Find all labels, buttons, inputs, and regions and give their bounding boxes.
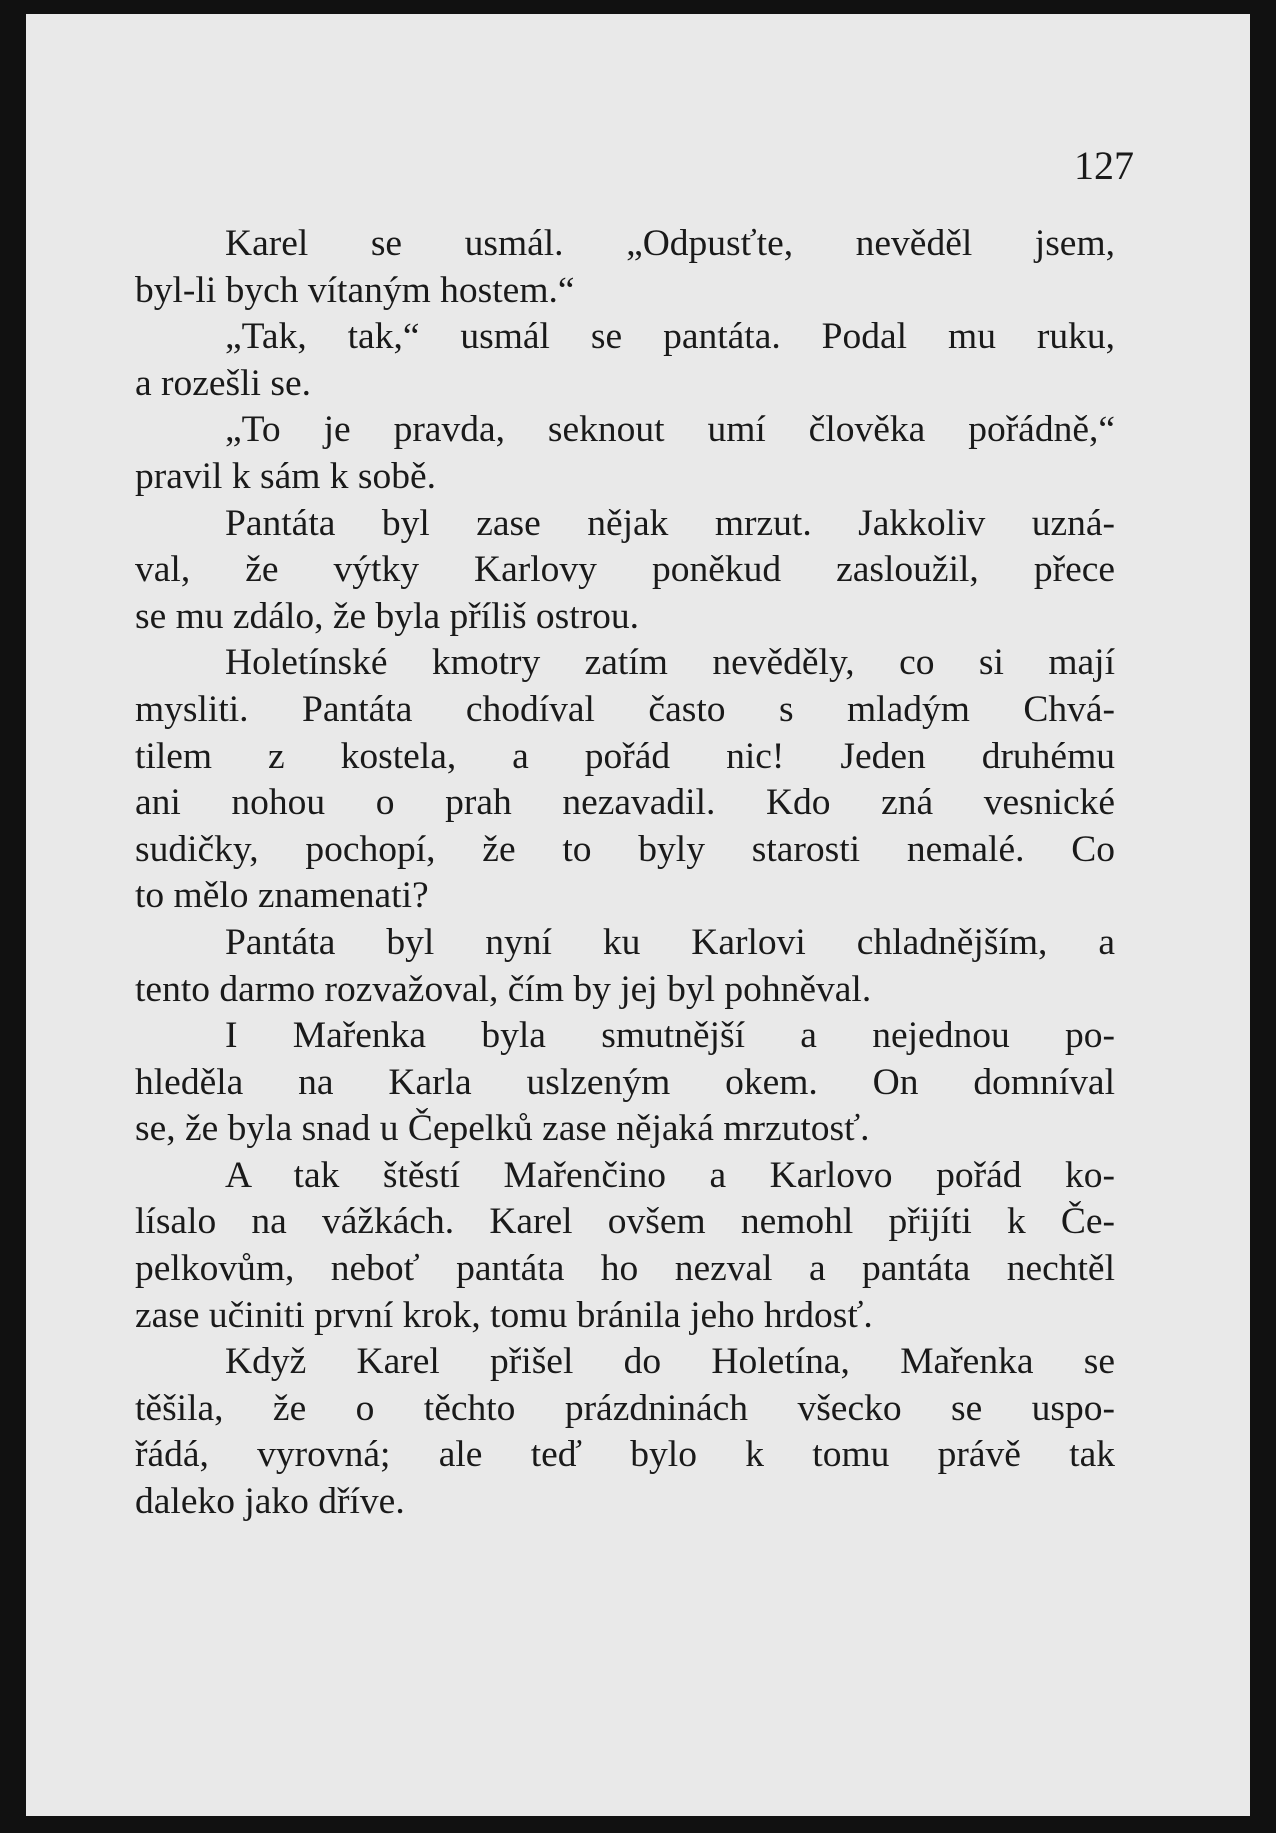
text-line: a rozešli se. — [135, 362, 311, 404]
text-line: byl-li bych vítaným hostem.“ — [135, 269, 575, 311]
page-number: 127 — [1074, 143, 1134, 188]
text-line: val, že výtky Karlovy poněkud zasloužil, přece — [135, 549, 1115, 591]
text-line: Pantáta byl nyní ku Karlovi chladnějším, a — [225, 921, 1115, 963]
text-line: I Mařenka byla smutnější a nejednou po- — [225, 1015, 1115, 1057]
text-line: pravil k sám k sobě. — [135, 455, 436, 497]
text-line: mysliti. Pantáta chodíval často s mladým Chvá- — [135, 688, 1115, 730]
text-line: A tak štěstí Mařenčino a Karlovo pořád ko- — [225, 1154, 1115, 1196]
text-line: tento darmo rozvažoval, čím by jej byl pohněval. — [135, 968, 872, 1010]
text-line: se mu zdálo, že byla příliš ostrou. — [135, 595, 640, 637]
text-line: ani nohou o prah nezavadil. Kdo zná vesnické — [135, 782, 1115, 824]
text-line: řádá, vyrovná; ale teď bylo k tomu právě tak — [135, 1434, 1115, 1476]
text-line: hleděla na Karla uslzeným okem. On domníval — [135, 1061, 1115, 1103]
text-line: to mělo znamenati? — [135, 875, 429, 917]
text-line: „To je pravda, seknout umí člověka pořádně,“ — [225, 409, 1115, 451]
text-line: Karel se usmál. „Odpusťte, nevěděl jsem, — [225, 223, 1115, 264]
text-line: Když Karel přišel do Holetína, Mařenka se — [225, 1341, 1115, 1383]
text-line: daleko jako dříve. — [135, 1481, 405, 1523]
text-line: pelkovům, neboť pantáta ho nezval a pantáta nechtěl — [135, 1248, 1115, 1290]
text-line: sudičky, pochopí, že to byly starosti nemalé. Co — [135, 828, 1115, 870]
book-page — [26, 14, 1250, 1816]
body-text — [135, 221, 1115, 1526]
text-line: tilem z kostela, a pořád nic! Jeden druhému — [135, 735, 1115, 777]
text-line: zase učiniti první krok, tomu bránila jeho hrdosť. — [135, 1294, 873, 1336]
text-line: Pantáta byl zase nějak mrzut. Jakkoliv uzná- — [225, 502, 1115, 544]
text-line: těšila, že o těchto prázdninách všecko se uspo- — [135, 1387, 1115, 1429]
text-line: se, že byla snad u Čepelků zase nějaká mrzutosť. — [135, 1108, 870, 1150]
text-line: Holetínské kmotry zatím nevěděly, co si mají — [225, 642, 1115, 684]
text-line: „Tak, tak,“ usmál se pantáta. Podal mu ruku, — [225, 316, 1115, 358]
text-line: lísalo na vážkách. Karel ovšem nemohl přijíti k Če- — [135, 1201, 1115, 1243]
